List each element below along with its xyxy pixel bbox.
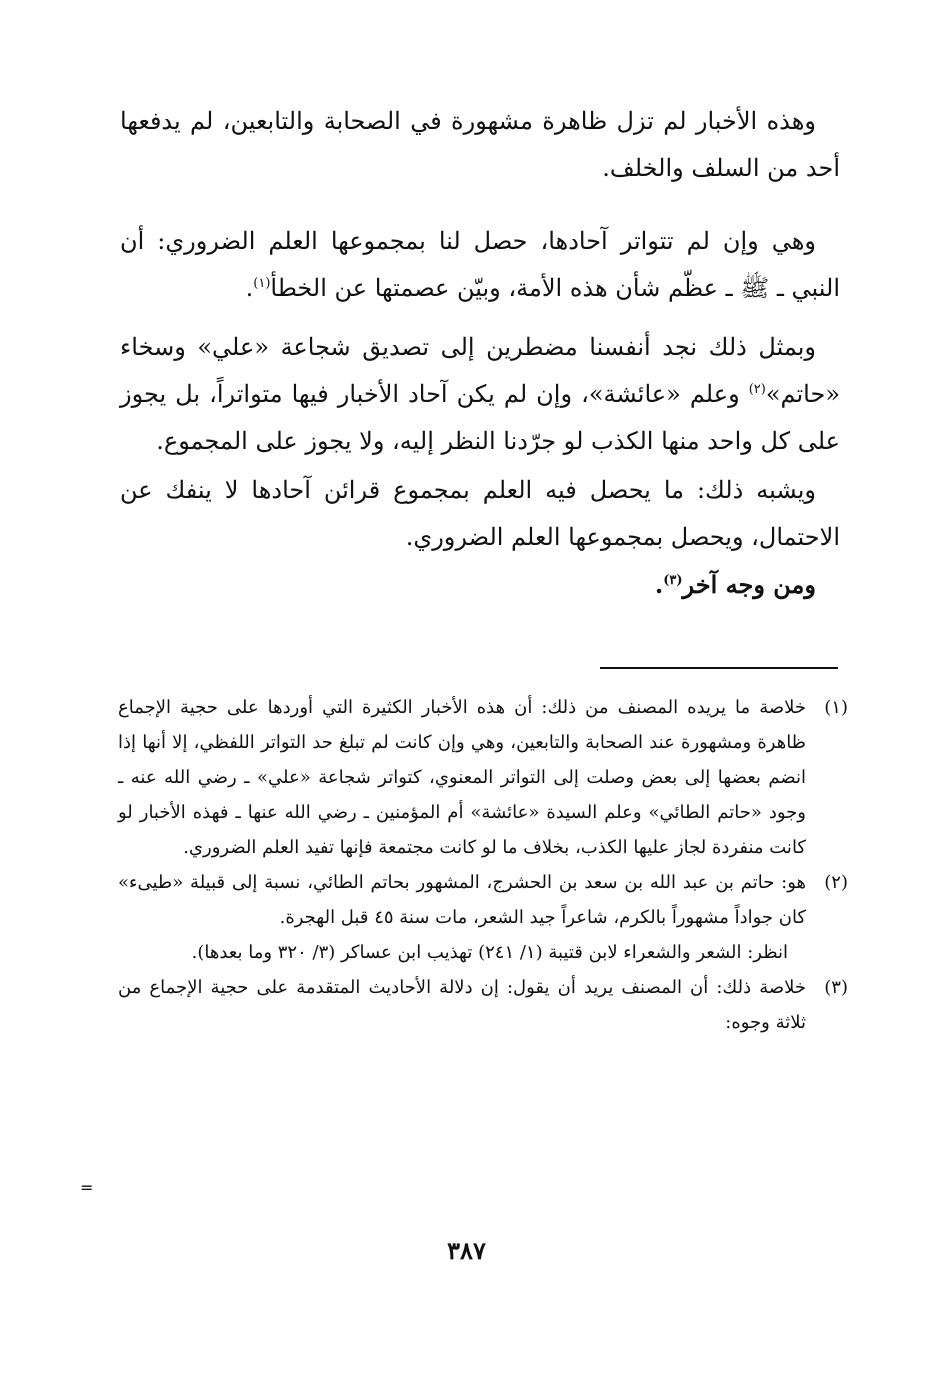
footnote-3 <box>118 970 848 1040</box>
footnote-2-reference <box>118 935 848 970</box>
footnotes <box>118 690 848 1040</box>
footnote-1-number: (١) <box>824 697 848 718</box>
margin-mark: = <box>80 1178 94 1197</box>
footnote-ref-1[interactable]: (١) <box>253 276 271 291</box>
paragraph-2-text: وهي وإن لم تتواتر آحادها، حصل لنا بمجموعها العلم الضروري: أن النبي ـ ﷺ ـ عظّم شأن هذه الأمة، وبيّن عصمتها عن الخطأ <box>120 227 840 302</box>
footnote-2-text: هو: حاتم بن عبد الله بن سعد بن الحشرج، المشهور بحاتم الطائي، نسبة إلى قبيلة «طيىء» كان جواداً مشهوراً بالكرم، شاعراً جيد الشعر، مات سنة ٤٥ قبل الهجرة. <box>118 872 806 928</box>
footnote-2-number: (٢) <box>824 872 848 893</box>
paragraph-3 <box>120 324 840 465</box>
footnote-1-text: خلاصة ما يريده المصنف من ذلك: أن هذه الأخبار الكثيرة التي أوردها على حجية الإجماع ظاهرة ومشهورة عند الصحابة والتابعين، وهي وإن كانت لم تبلغ حد التواتر اللفظي، إلا أنها إذا انضم بعضها إلى بعض وصلت إلى التواتر المعنوي، كتواتر شجاعة «علي» ـ رضي الله عنه ـ وجود «حاتم الطائي» وعلم السيدة «عائشة» أم المؤمنين ـ رضي الله عنها ـ فهذه الأخبار لو كانت منفردة لجاز عليها الكذب، بخلاف ما لو كانت مجتمعة فإنها تفيد العلم الضروري. <box>118 697 806 858</box>
paragraph-5-end: . <box>654 570 664 599</box>
paragraph-1 <box>120 98 840 192</box>
footnote-3-text: خلاصة ذلك: أن المصنف يريد أن يقول: إن دلالة الأحاديث المتقدمة على حجية الإجماع من ثلاثة وجوه: <box>118 977 806 1033</box>
footnote-3-number: (٣) <box>824 977 848 998</box>
footnote-separator <box>600 667 838 669</box>
footnote-2 <box>118 865 848 935</box>
main-text <box>120 98 840 608</box>
paragraph-2 <box>120 218 840 312</box>
footnote-1 <box>118 690 848 865</box>
paragraph-4-text: ويشبه ذلك: ما يحصل فيه العلم بمجموع قرائن آحادها لا ينفك عن الاحتمال، ويحصل بمجموعها العلم الضروري. <box>120 476 840 551</box>
footnote-ref-3[interactable]: (٣) <box>663 573 683 588</box>
paragraph-5 <box>120 561 840 608</box>
paragraph-2-end: . <box>245 274 254 302</box>
footnote-ref-2[interactable]: (٢) <box>748 382 766 397</box>
paragraph-4 <box>120 467 840 561</box>
paragraph-3-text-b: وعلم «عائشة»، وإن لم يكن آحاد الأخبار فيها متواتراً، بل يجوز على كل واحد منها الكذب لو جرّدنا النظر إليه، ولا يجوز على المجموع. <box>120 380 840 455</box>
paragraph-3-text-a: وبمثل ذلك نجد أنفسنا مضطرين إلى تصديق شجاعة «علي» وسخاء «حاتم» <box>120 333 840 408</box>
footnote-2-reference-text: انظر: الشعر والشعراء لابن قتيبة (١/ ٢٤١) تهذيب ابن عساكر (٣/ ٣٢٠ وما بعدها). <box>191 942 788 963</box>
paragraph-5-text: ومن وجه آخر <box>682 570 816 599</box>
paragraph-1-text: وهذه الأخبار لم تزل ظاهرة مشهورة في الصحابة والتابعين، لم يدفعها أحد من السلف والخلف. <box>120 107 840 182</box>
page-number: ٣٨٧ <box>447 1236 486 1265</box>
